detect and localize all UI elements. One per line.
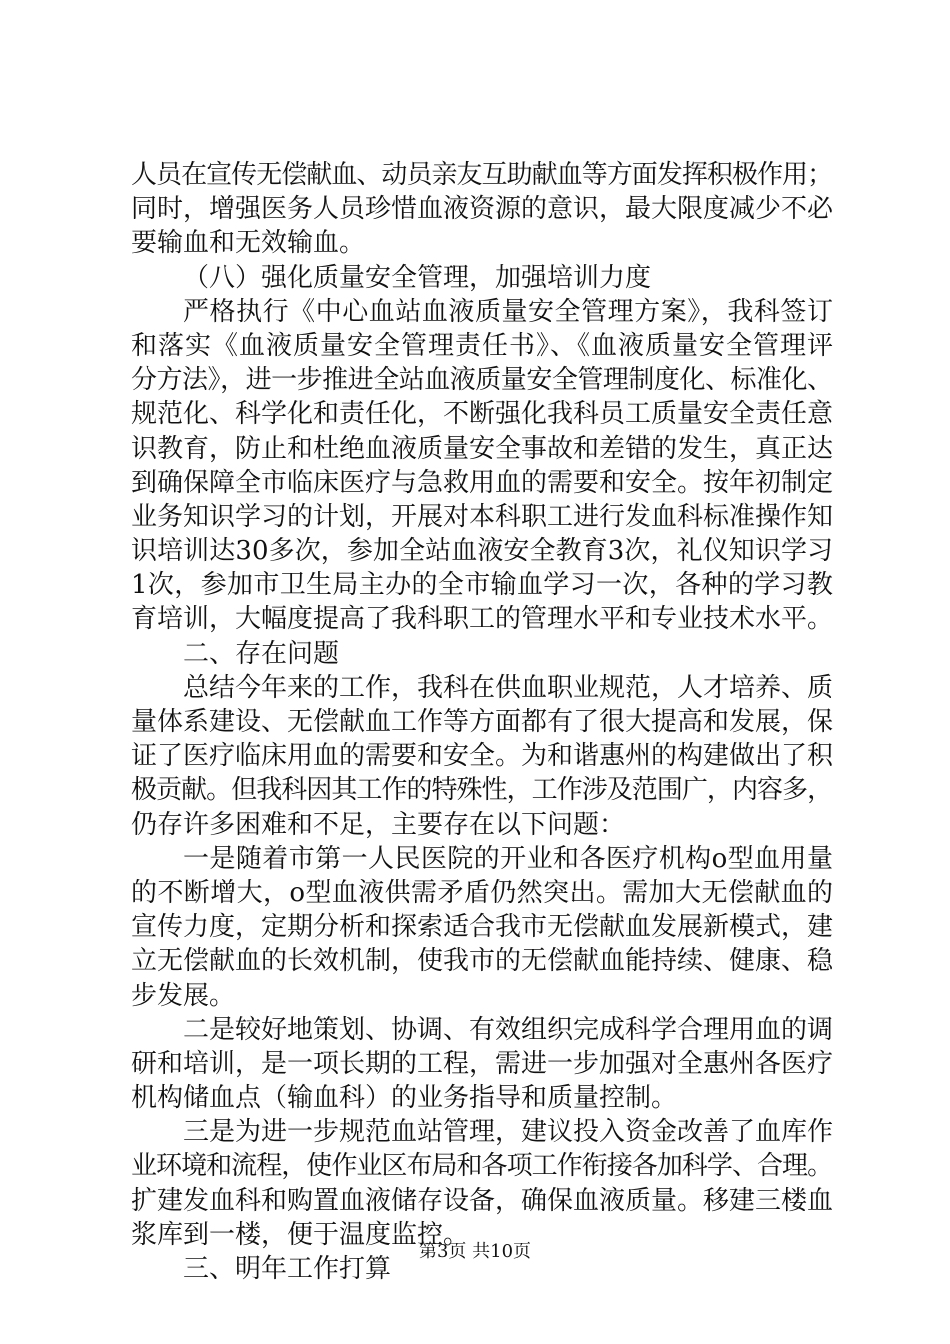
text-line: 证了医疗临床用血的需要和安全。为和谐惠州的构建做出了积 bbox=[131, 741, 834, 772]
text-line: 三、明年工作打算 bbox=[183, 1254, 392, 1284]
text-line: 识教育，防止和杜绝血液质量安全事故和差错的发生，真正达 bbox=[131, 433, 834, 464]
text-line: 研和培训，是一项长期的工程，需进一步加强对全惠州各医疗 bbox=[131, 1048, 834, 1079]
text-line: 的不断增大，o型血液供需矛盾仍然突出。需加大无偿献血的 bbox=[131, 877, 834, 908]
text-line: 业务知识学习的计划，开展对本科职工进行发血科标准操作知 bbox=[131, 501, 834, 532]
text-line: 极贡献。但我科因其工作的特殊性，工作涉及范围广，内容多， bbox=[131, 775, 833, 806]
text-line: 仍存许多困难和不足，主要存在以下问题： bbox=[131, 809, 626, 840]
page-footer: 第3页 共10页 bbox=[418, 1241, 532, 1262]
text-line: 到确保障全市临床医疗与急救用血的需要和安全。按年初制定 bbox=[131, 467, 834, 498]
document-body bbox=[131, 158, 833, 1286]
text-line: 和落实《血液质量安全管理责任书》、《血液质量安全管理评 bbox=[131, 330, 835, 361]
text-line: 总结今年来的工作，我科在供血职业规范，人才培养、质 bbox=[183, 672, 834, 703]
text-line: 规范化、科学化和责任化，不断强化我科员工质量安全责任意 bbox=[131, 399, 834, 430]
text-line: 人员在宣传无偿献血、动员亲友互助献血等方面发挥积极作用； bbox=[131, 160, 833, 190]
text-line: 二是较好地策划、协调、有效组织完成科学合理用血的调 bbox=[183, 1014, 834, 1045]
text-line: 业环境和流程，使作业区布局和各项工作衔接各加科学、合理。 bbox=[131, 1151, 833, 1182]
text-line: 二、存在问题 bbox=[183, 638, 340, 669]
text-line: 分方法》，进一步推进全站血液质量安全管理制度化、标准化、 bbox=[131, 365, 833, 396]
text-line: 扩建发血科和购置血液储存设备，确保血液质量。移建三楼血 bbox=[131, 1185, 834, 1216]
text-line: 同时，增强医务人员珍惜血液资源的意识，最大限度减少不必 bbox=[131, 194, 834, 225]
text-line: （八）强化质量安全管理，加强培训力度 bbox=[183, 262, 652, 293]
text-line: 立无偿献血的长效机制，使我市的无偿献血能持续、健康、稳 bbox=[131, 946, 834, 977]
text-line: 一是随着市第一人民医院的开业和各医疗机构o型血用量 bbox=[183, 843, 834, 874]
text-line: 1次，参加市卫生局主办的全市输血学习一次，各种的学习教 bbox=[131, 570, 834, 601]
text-line: 机构储血点（输血科）的业务指导和质量控制。 bbox=[131, 1083, 678, 1114]
text-line: 要输血和无效输血。 bbox=[131, 228, 366, 259]
text-line: 严格执行《中心血站血液质量安全管理方案》，我科签订 bbox=[183, 296, 834, 327]
text-line: 识培训达30多次，参加全站血液安全教育3次，礼仪知识学习 bbox=[131, 536, 834, 567]
text-line: 浆库到一楼，便于温度监控。 bbox=[131, 1219, 470, 1250]
text-line: 量体系建设、无偿献血工作等方面都有了很大提高和发展，保 bbox=[131, 707, 834, 737]
text-line: 步发展。 bbox=[131, 980, 236, 1011]
text-line: 宣传力度，定期分析和探索适合我市无偿献血发展新模式，建 bbox=[131, 912, 834, 943]
text-line: 育培训，大幅度提高了我科职工的管理水平和专业技术水平。 bbox=[131, 604, 834, 635]
text-line: 三是为进一步规范血站管理，建议投入资金改善了血库作 bbox=[183, 1117, 834, 1148]
